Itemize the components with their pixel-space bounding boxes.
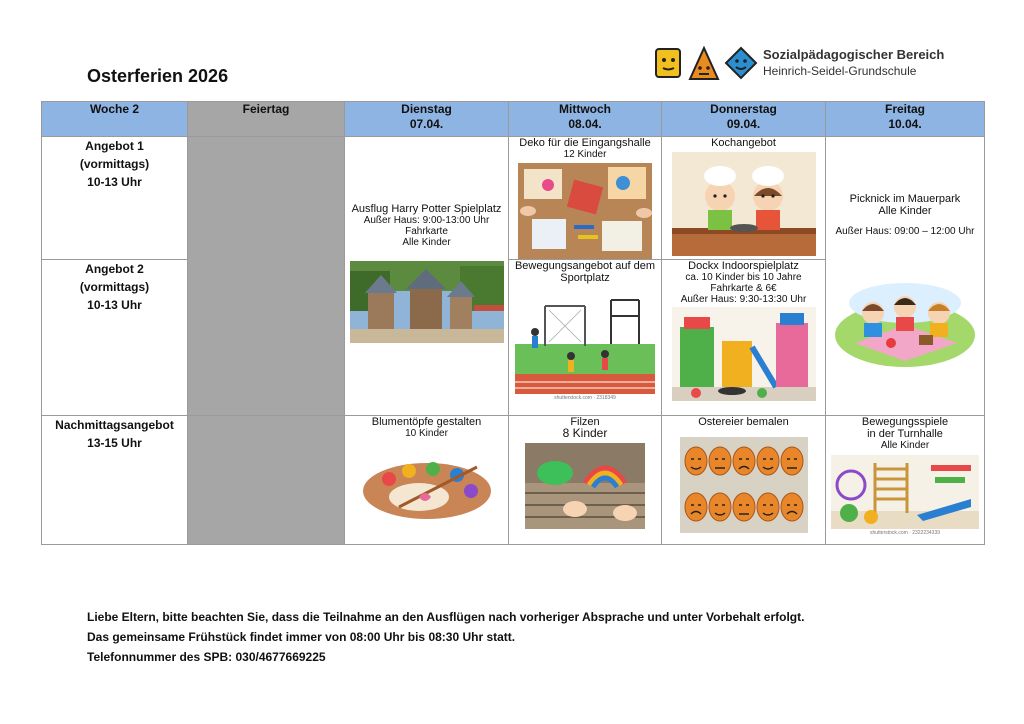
row-nachmittag <box>42 416 985 545</box>
cell-thursday-1 <box>662 137 826 260</box>
image-credit: shutterstock.com · 2322234339 <box>869 530 941 536</box>
footer-note-participation: Liebe Eltern, bitte beachten Sie, dass die Teilnahme an den Ausflügen nach vorheriger Absprache und unter Vorbehalt erfolgt. <box>87 610 805 624</box>
activity-group: Alle Kinder <box>878 205 932 217</box>
cell-wednesday-afternoon <box>509 416 662 545</box>
blue-diamond-icon <box>724 46 758 80</box>
header-thursday: Donnerstag 09.04. <box>662 102 826 137</box>
footer-note-breakfast: Das gemeinsame Frühstück findet immer von 08:00 Uhr bis 08:30 Uhr statt. <box>87 630 516 644</box>
cell-wednesday-2 <box>509 260 662 416</box>
header-wednesday: Mittwoch 08.04. <box>509 102 662 137</box>
row-label-angebot-2: Angebot 2 (vormittags) 10-13 Uhr <box>42 260 188 416</box>
activity-title: Kochangebot <box>711 137 776 149</box>
cell-wednesday-1 <box>509 137 662 260</box>
activity-group: 10 Kinder <box>405 428 448 439</box>
image-credit: shutterstock.com · 2318349 <box>554 395 616 401</box>
activity-group: Alle Kinder <box>402 237 451 248</box>
activity-title: Bewegungsspiele <box>861 416 949 428</box>
header-holiday: Feiertag <box>188 102 345 137</box>
header-tuesday: Dienstag 07.04. <box>345 102 509 137</box>
activity-time: Außer Haus: 9:30-13:30 Uhr <box>680 294 807 305</box>
header-week: Woche 2 <box>42 102 188 137</box>
activity-title: Picknick im Mauerpark <box>849 193 961 205</box>
crafting-table-image <box>518 163 652 259</box>
kids-cooking-image <box>672 152 816 256</box>
activity-title: Blumentöpfe gestalten <box>371 416 482 428</box>
row-label-nachmittag: Nachmittagsangebot 13-15 Uhr <box>42 416 188 545</box>
activity-title: Dockx Indoorspielplatz <box>688 260 799 272</box>
activity-title: Deko für die Eingangshalle <box>519 137 651 149</box>
school-logo <box>654 44 954 84</box>
cell-tuesday-afternoon <box>345 416 509 545</box>
cell-thursday-afternoon <box>662 416 826 545</box>
activity-ticket: Fahrkarte <box>405 226 448 237</box>
activity-title-2: in der Turnhalle <box>867 428 943 440</box>
indoor-playground-image <box>672 307 816 401</box>
page-title: Osterferien 2026 <box>87 66 229 86</box>
holiday-cell-afternoon <box>188 416 345 545</box>
activity-group: 8 Kinder <box>562 426 608 440</box>
activity-ticket: Fahrkarte & 6€ <box>710 283 777 294</box>
paint-palette-image <box>359 449 495 523</box>
cell-thursday-2 <box>662 260 826 416</box>
activity-group: ca. 10 Kinder bis 10 Jahre <box>685 272 802 283</box>
activity-group: 12 Kinder <box>563 149 607 160</box>
activity-group: Alle Kinder <box>880 440 930 451</box>
header-row <box>42 102 985 137</box>
activity-time: Außer Haus: 09:00 – 12:00 Uhr <box>835 226 975 237</box>
cell-tuesday-morning <box>345 137 509 416</box>
footer-phone: Telefonnummer des SPB: 030/4677669225 <box>87 650 326 664</box>
activity-title: Bewegungsangebot auf dem Sportplatz <box>514 260 656 284</box>
cell-friday-morning <box>826 137 985 416</box>
header-friday: Freitag 10.04. <box>826 102 985 137</box>
sports-field-image <box>515 286 655 394</box>
orange-triangle-icon <box>688 46 720 82</box>
logo-title: Sozialpädagogischer Bereich <box>763 47 945 62</box>
cell-friday-afternoon <box>826 416 985 545</box>
activity-title: Filzen <box>570 416 600 428</box>
yellow-face-icon <box>654 46 684 80</box>
holiday-cell-morning <box>188 137 345 416</box>
easter-eggs-image <box>680 437 808 533</box>
row-label-angebot-1: Angebot 1 (vormittags) 10-13 Uhr <box>42 137 188 260</box>
activity-time: Außer Haus: 9:00-13:00 Uhr <box>363 215 490 226</box>
row-angebot-1 <box>42 137 985 260</box>
schedule-table <box>41 101 985 545</box>
logo-subtitle: Heinrich-Seidel-Grundschule <box>763 64 917 78</box>
footer-notes <box>87 607 804 667</box>
activity-title: Ausflug Harry Potter Spielplatz <box>351 203 502 215</box>
felting-image <box>525 443 645 529</box>
gym-equipment-image <box>831 455 979 529</box>
activity-title: Ostereier bemalen <box>698 416 789 428</box>
picnic-image <box>833 273 977 369</box>
playground-castle-image <box>350 261 504 343</box>
